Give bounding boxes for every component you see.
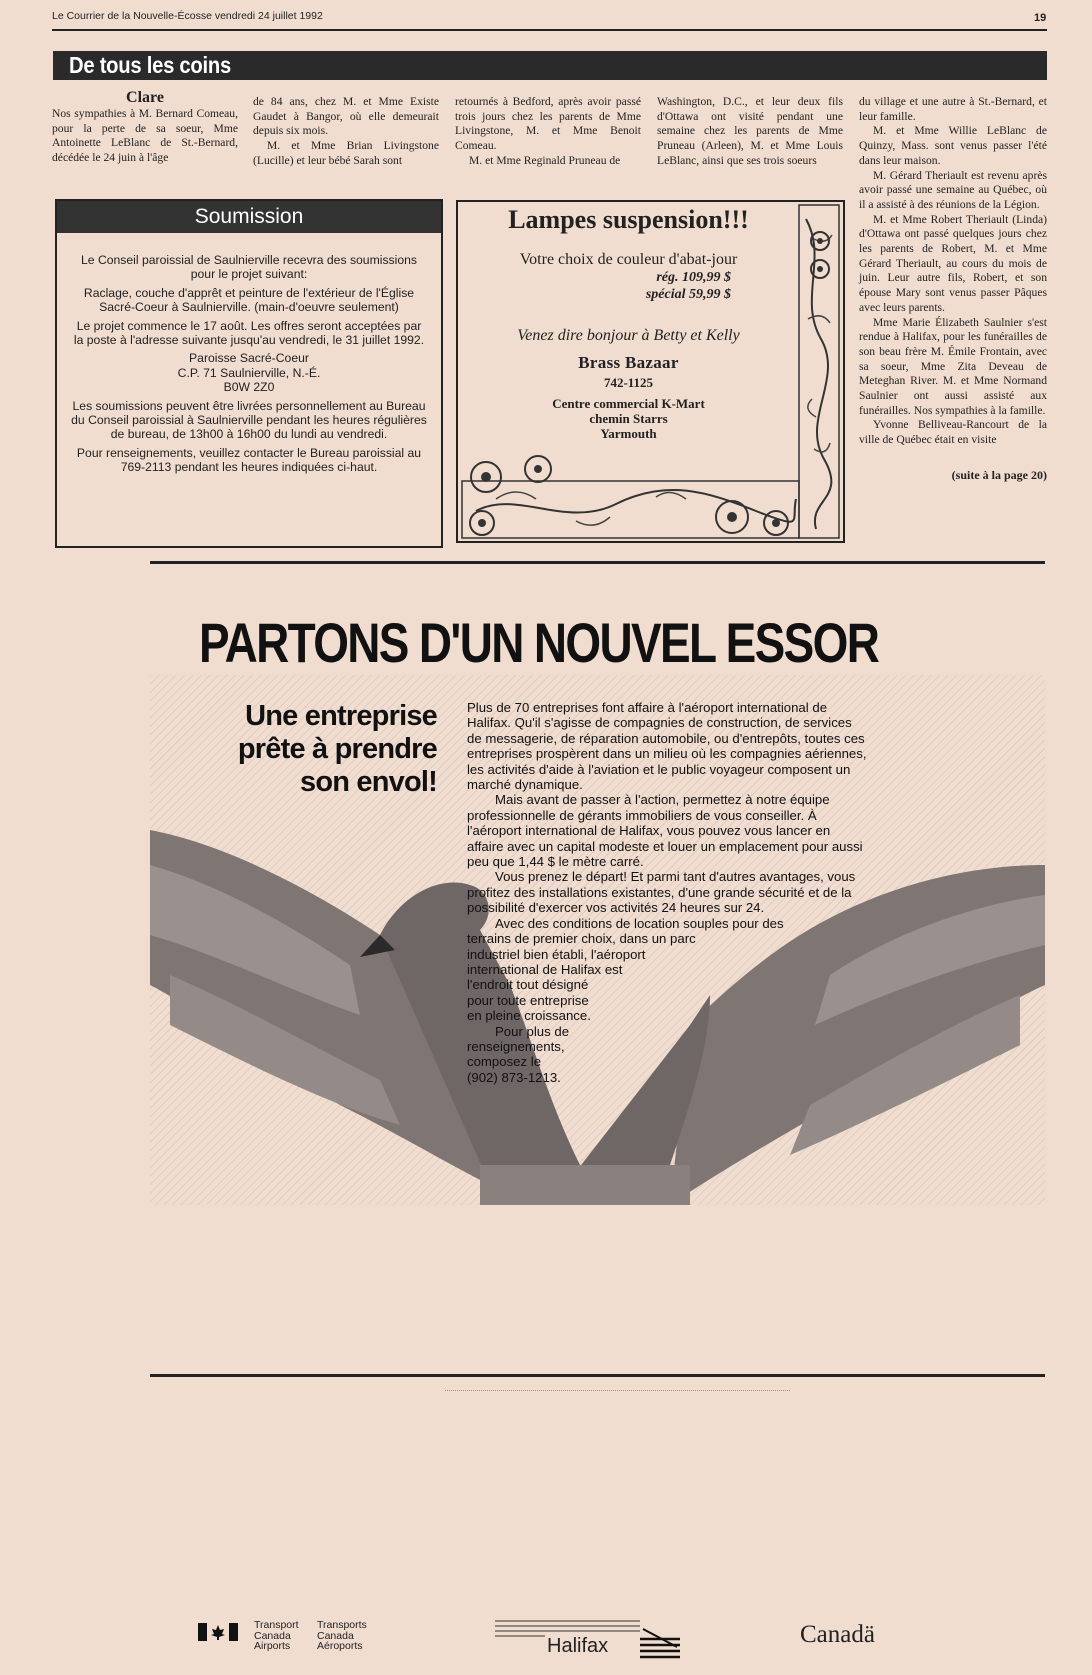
ad-body-p2: Mais avant de passer à l'action, permettez à notre équipe professionnelle de gérants immobiliers de vous conseiller. À l'aéroport international de Halifax, vous pouvez vous lancer en affaire avec un capital modeste et louer un emplacement pour aussi peu que 1,44 $ le mètre carré. — [467, 792, 863, 870]
column3-p1: retournés à Bedford, après avoir passé trois jours chez les parents de Mme Livingstone, M. et Mme Benoit Comeau. — [455, 95, 641, 153]
soumission-addr2: C.P. 71 Saulnierville, N.-É. — [177, 365, 321, 380]
transport-canada-fr — [317, 1620, 367, 1652]
ad-subhead-line-3: son envol! — [299, 766, 437, 798]
soumission-p2: Raclage, couche d'apprêt et peinture de l'extérieur de l'Église Sacré-Coeur à Saulnierville. (main-d'oeuvre seulement) — [83, 285, 415, 315]
ad-body-p5-line: Pour plus de — [495, 1023, 570, 1039]
column5-p6: Yvonne Belliveau-Rancourt de la ville de Québec était en visite — [859, 418, 1047, 447]
section-title: De tous les coins — [69, 52, 231, 78]
ad-footer-logos — [150, 1605, 1045, 1675]
ad-body-p3: Vous prenez le départ! Et parmi tant d'autres avantages, vous profitez des installations existantes, d'une grande sécurité et de la possibilité d'exercer vos activités 24 heures sur 24. — [467, 869, 856, 916]
continued-note: (suite à la page 20) — [951, 467, 1047, 482]
airport-advertisement — [150, 565, 1045, 1657]
news-column-3 — [455, 95, 641, 169]
soumission-addr1: Paroisse Sacré-Coeur — [189, 351, 309, 366]
ad-subhead-line-2: prête à prendre — [237, 733, 437, 765]
canada-wordmark: Canadä — [800, 1621, 875, 1648]
news-column-4 — [657, 95, 843, 169]
soumission-addr3: B0W 2Z0 — [223, 380, 275, 395]
lamp-greeting: Venez dire bonjour à Betty et Kelly — [517, 327, 740, 344]
page-number: 19 — [1034, 12, 1047, 24]
logo-en-line: Airports — [254, 1640, 291, 1652]
lamp-phone: 742-1125 — [603, 375, 654, 390]
transport-canada-en — [254, 1620, 299, 1652]
lamp-title: Lampes suspension!!! — [508, 205, 749, 234]
column2-p2: M. et Mme Brian Livingstone (Lucille) et leur bébé Sarah sont — [253, 139, 439, 167]
lamp-ad-text — [456, 199, 801, 441]
ad-headline: PARTONS D'UN NOUVEL ESSOR — [199, 611, 879, 674]
ad-body-p4-line: pour toute entreprise — [467, 992, 589, 1008]
lamp-address-3: Yarmouth — [600, 426, 657, 441]
ad-body-p4-line: industriel bien établi, l'aéroport — [467, 946, 646, 962]
soumission-header — [57, 201, 441, 233]
soumission-body — [71, 253, 427, 479]
ad-body-p4-line: terrains de premier choix, dans un parc — [467, 931, 696, 947]
ad-body-p5 — [467, 1024, 867, 1086]
ad-body-p5-line: renseignements, — [467, 1038, 565, 1054]
ad-body-p4 — [467, 916, 867, 1024]
ad-body-p4-line: l'endroit tout désigné — [467, 977, 589, 993]
column5-p4: M. et Mme Robert Theriault (Linda) d'Ottawa ont passé quelques jours chez les parents de Robert, M. et Mme Gérard Theriault, au cours du mois de juin. Leur autre fils, Robert, et son épouse Mary sont venus passer Pâques avec leurs parents. — [859, 212, 1047, 314]
ad-subhead — [150, 700, 437, 799]
header-rule — [52, 29, 1047, 31]
soumission-p5: Pour renseignements, veuillez contacter le Bureau paroissial au 769-2113 pendant les heures indiquées ci-haut. — [76, 445, 422, 475]
ad-body-p4-line: Avec des conditions de location souples pour des — [495, 915, 784, 931]
special-price: spécial 59,99 $ — [645, 287, 731, 302]
ad-body-p1: Plus de 70 entreprises font affaire à l'aéroport international de Halifax. Qu'il s'agisse de compagnies de construction, de services de messagerie, de réparation automobile, ou d'entrepôts, toutes ces entreprises prospèrent dans un milieu où les compagnies aériennes, les activités d'aide à l'aviation et le public voyageur composent un marché dynamique. — [467, 700, 867, 793]
soumission-notice — [55, 199, 443, 548]
column2-p1: de 84 ans, chez M. et Mme Existe Gaudet à Bangor, où elle demeurait depuis six mois. — [253, 95, 439, 138]
soumission-p4: Les soumissions peuvent être livrées personnellement au Bureau du Conseil paroissial à Saulnierville pendant les heures régulières de bureau, de 13h00 à 16h00 du lundi au vendredi. — [71, 398, 427, 442]
soumission-p3: Le projet commence le 17 août. Les offres seront acceptées par la poste à l'adresse suivante jusqu'au vendredi, le 31 juillet 1992. — [73, 318, 425, 348]
lamp-advertisement — [456, 199, 846, 544]
lamp-brand: Brass Bazaar — [578, 353, 679, 372]
column5-p3: M. Gérard Theriault est revenu après avoir passé une semaine au Québec, où il a assisté à des réunions de la Légion. — [859, 168, 1047, 211]
column1-text: Nos sympathies à M. Bernard Comeau, pour la perte de sa soeur, Mme Antoinette LeBlanc de St.-Bernard, décédée le 24 juin à l'âge — [52, 107, 238, 165]
running-head: Le Courrier de la Nouvelle-Écosse vendredi 24 juillet 1992 — [52, 10, 323, 22]
section-banner — [53, 51, 1047, 80]
logo-en-line: Transport — [254, 1619, 299, 1631]
logo-fr-line: Transports — [317, 1619, 367, 1631]
column4-p1: Washington, D.C., et leur deux fils d'Ottawa ont visité pendant une semaine chez les parents de Mme Pruneau (Arleen), M. et Mme Louis LeBlanc, ainsi que ses trois soeurs — [657, 95, 843, 167]
ad-top-rule — [150, 561, 1045, 564]
canada-flag-icon — [198, 1623, 238, 1641]
news-column-2 — [253, 95, 439, 169]
halifax-wordmark: Halifax — [547, 1635, 609, 1657]
ad-subhead-line-1: Une entreprise — [245, 700, 437, 732]
lamp-choice: Votre choix de couleur d'abat-jour — [519, 251, 738, 268]
ad-body-p5-line: (902) 873-1213. — [467, 1069, 561, 1085]
lamp-address-1: Centre commercial K-Mart — [552, 396, 705, 411]
soumission-p1: Le Conseil paroissial de Saulnierville recevra des soumissions pour le projet suivant: — [81, 253, 417, 282]
column5-p5: Mme Marie Élizabeth Saulnier s'est rendue à Halifax, pour les funérailles de son beau frère M. Émile Frontain, avec sa soeur, Mme Zita Deveau de Meteghan River. M. et Mme Normand Saulnier ont aussi assisté aux funérailles. Nos sympathies à la famille. — [859, 315, 1047, 417]
ad-body-p4-line: en pleine croissance. — [467, 1008, 591, 1024]
logo-fr-line: Aéroports — [317, 1640, 363, 1652]
column3-p2: M. et Mme Reginald Pruneau de — [469, 153, 621, 167]
ad-body-p4-line: international de Halifax est — [467, 961, 623, 977]
soumission-title: Soumission — [194, 205, 304, 228]
bottom-dotted-line — [445, 1390, 790, 1391]
lamp-address-2: chemin Starrs — [589, 411, 668, 426]
logo-en-line: Canada — [254, 1629, 291, 1642]
ad-body — [467, 700, 867, 1085]
logo-fr-line: Canada — [317, 1629, 354, 1642]
clare-heading: Clare — [126, 89, 164, 106]
column5-p1: du village et une autre à St.-Bernard, et leur famille. — [859, 95, 1047, 123]
regular-price: rég. 109,99 $ — [656, 270, 731, 285]
news-column-1 — [52, 89, 238, 166]
ad-body-p5-line: composez le — [467, 1054, 542, 1070]
news-column-5 — [859, 95, 1047, 483]
column5-p2: M. et Mme Willie LeBlanc de Quinzy, Mass. sont venus passer l'été dans leur maison. — [859, 124, 1047, 167]
